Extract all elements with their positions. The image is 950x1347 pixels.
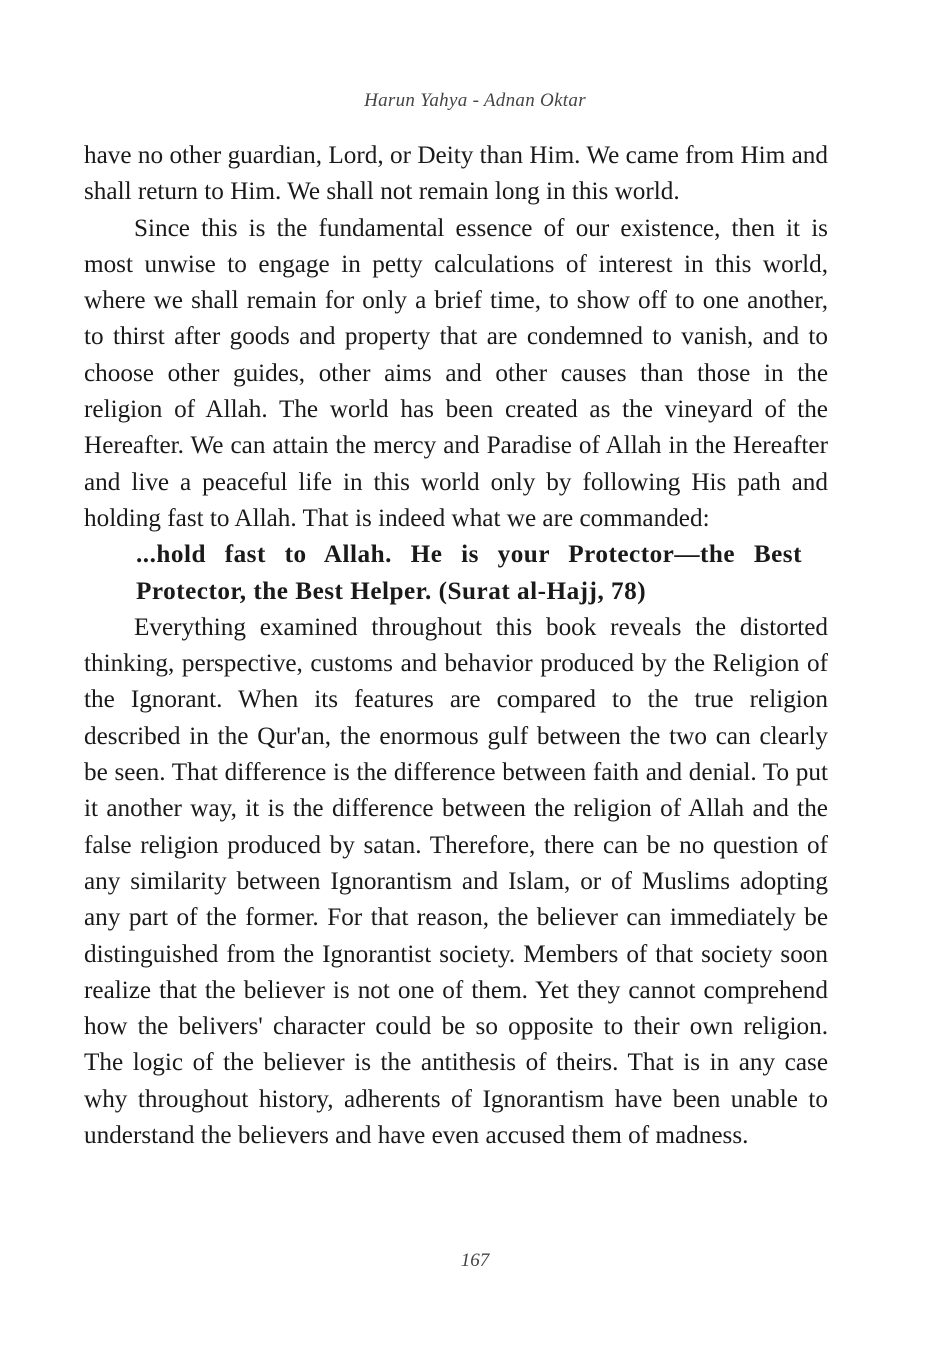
quran-quote: ...hold fast to Allah. He is your Protector—the Best Protector, the Best Helper. (Surat al-Hajj, 78) bbox=[136, 541, 802, 605]
body-text bbox=[84, 138, 828, 1154]
paragraph-essence: Since this is the fundamental essence of our existence, then it is most unwise to engage in petty calculations of interest in this world, where we shall remain for only a brief time, to show off to one another, to thirst after goods and property that are condemned to vanish, and to choose other guides, other aims and other causes than those in the religion of Allah. The world has been created as the vineyard of the Hereafter. We can attain the mercy and Paradise of Allah in the Hereafter and live a peaceful life in this world only by following His path and holding fast to Allah. That is indeed what we are commanded: bbox=[84, 214, 828, 532]
running-header: Harun Yahya - Adnan Oktar bbox=[364, 90, 586, 111]
paragraph-continuation: have no other guardian, Lord, or Deity than Him. We came from Him and shall return to Him. We shall not remain long in this world. bbox=[84, 142, 828, 206]
paragraph-conclusion: Everything examined throughout this book reveals the distorted thinking, perspective, customs and behavior produced by the Religion of the Ignorant. When its features are compared to the true religion described in the Qur'an, the enormous gulf between the two can clearly be seen. That difference is the difference between faith and denial. To put it another way, it is the difference between the religion of Allah and the false religion produced by satan. Therefore, there can be no question of any similarity between Ignorantism and Islam, or of Muslims adopting any part of the former. For that reason, the believer can immediately be distinguished from the Ignorantist society. Members of that society soon realize that the believer is not one of them. Yet they cannot comprehend how the belivers' character could be so opposite to their own religion. The logic of the believer is the antithesis of theirs. That is in any case why throughout history, adherents of Ignorantism have been unable to understand the believers and have even accused them of madness. bbox=[84, 613, 828, 1150]
page-number: 167 bbox=[460, 1250, 490, 1271]
